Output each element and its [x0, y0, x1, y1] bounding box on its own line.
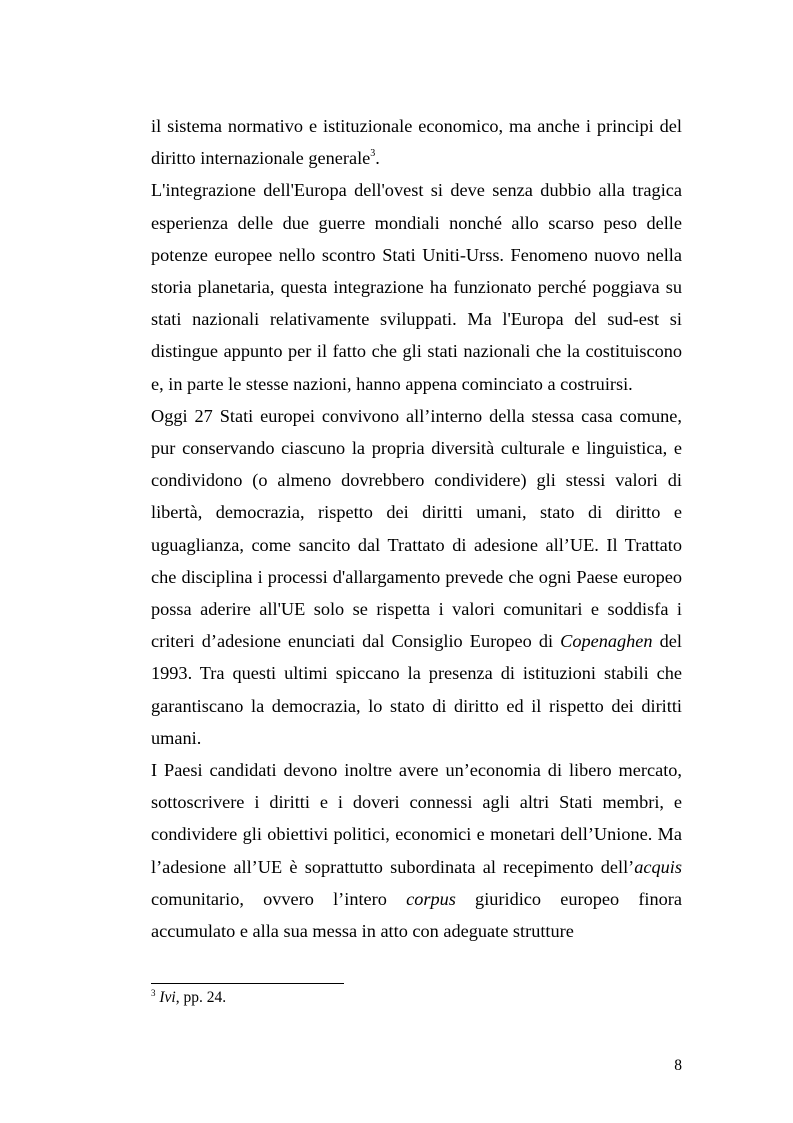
footnote-reference: 3: [370, 148, 376, 160]
footnote-italic-ivi: Ivi: [159, 989, 176, 1006]
paragraph-4-text-a: I Paesi candidati devono inoltre avere un’economia di libero mercato, sottoscrivere i diritti e i doveri connessi agli altri Stati membri, e condividere gli obiettivi politici, economici e monetari dell’Unione. Ma l’adesione all’UE è soprattutto subordinata al recepimento dell’: [151, 760, 682, 877]
paragraph-2: L'integrazione dell'Europa dell'ovest si deve senza dubbio alla tragica esperienza delle due guerre mondiali nonché allo scarso peso delle potenze europee nello scontro Stati Uniti-Urss. Fenomeno nuovo nella storia planetaria, questa integrazione ha funzionato perché poggiava su stati nazionali relativamente sviluppati. Ma l'Europa del sud-est si distingue appunto per il fatto che gli stati nazionali che la costituiscono e, in parte le stesse nazioni, hanno appena cominciato a costruirsi.: [151, 180, 682, 394]
footnote-separator: [151, 983, 344, 984]
paragraph-1-text: il sistema normativo e istituzionale economico, ma anche i principi del diritto internazionale generale: [151, 116, 682, 169]
footnote-text: , pp. 24.: [175, 989, 227, 1006]
paragraph-3-text-b: del 1993. Tra questi ultimi spiccano la presenza di istituzioni stabili che garantiscano la democrazia, lo stato di diritto ed il rispetto dei diritti umani.: [151, 631, 682, 748]
page-number: 8: [674, 1057, 682, 1074]
paragraph-4: [151, 754, 682, 947]
paragraph-4-italic-corpus: corpus: [406, 888, 456, 909]
paragraph-3: [151, 400, 682, 754]
paragraph-1: [151, 110, 682, 174]
paragraph-4-text-c: giuridico europeo finora accumulato e alla sua messa in atto con adeguate strutture: [151, 888, 682, 942]
paragraph-4-italic-acquis: acquis: [634, 856, 682, 877]
paragraph-3-italic-copenaghen: Copenaghen: [560, 631, 653, 652]
paragraph-1-end: .: [375, 148, 380, 169]
main-text: [151, 110, 682, 947]
footnote: [151, 988, 226, 1008]
paragraph-3-text-a: Oggi 27 Stati europei convivono all’interno della stessa casa comune, pur conservando ciascuno la propria diversità culturale e linguistica, e condividono (o almeno dovrebbero condividere) gli stessi valori di libertà, democrazia, rispetto dei diritti umani, stato di diritto e uguaglianza, come sancito dal Trattato di adesione all’UE. Il Trattato che disciplina i processi d'allargamento prevede che ogni Paese europeo possa aderire all'UE solo se rispetta i valori comunitari e soddisfa i criteri d’adesione enunciati dal Consiglio Europeo di: [151, 405, 682, 652]
paragraph-4-text-b: comunitario, ovvero l’intero: [151, 888, 407, 909]
footnote-number: 3: [151, 988, 156, 998]
